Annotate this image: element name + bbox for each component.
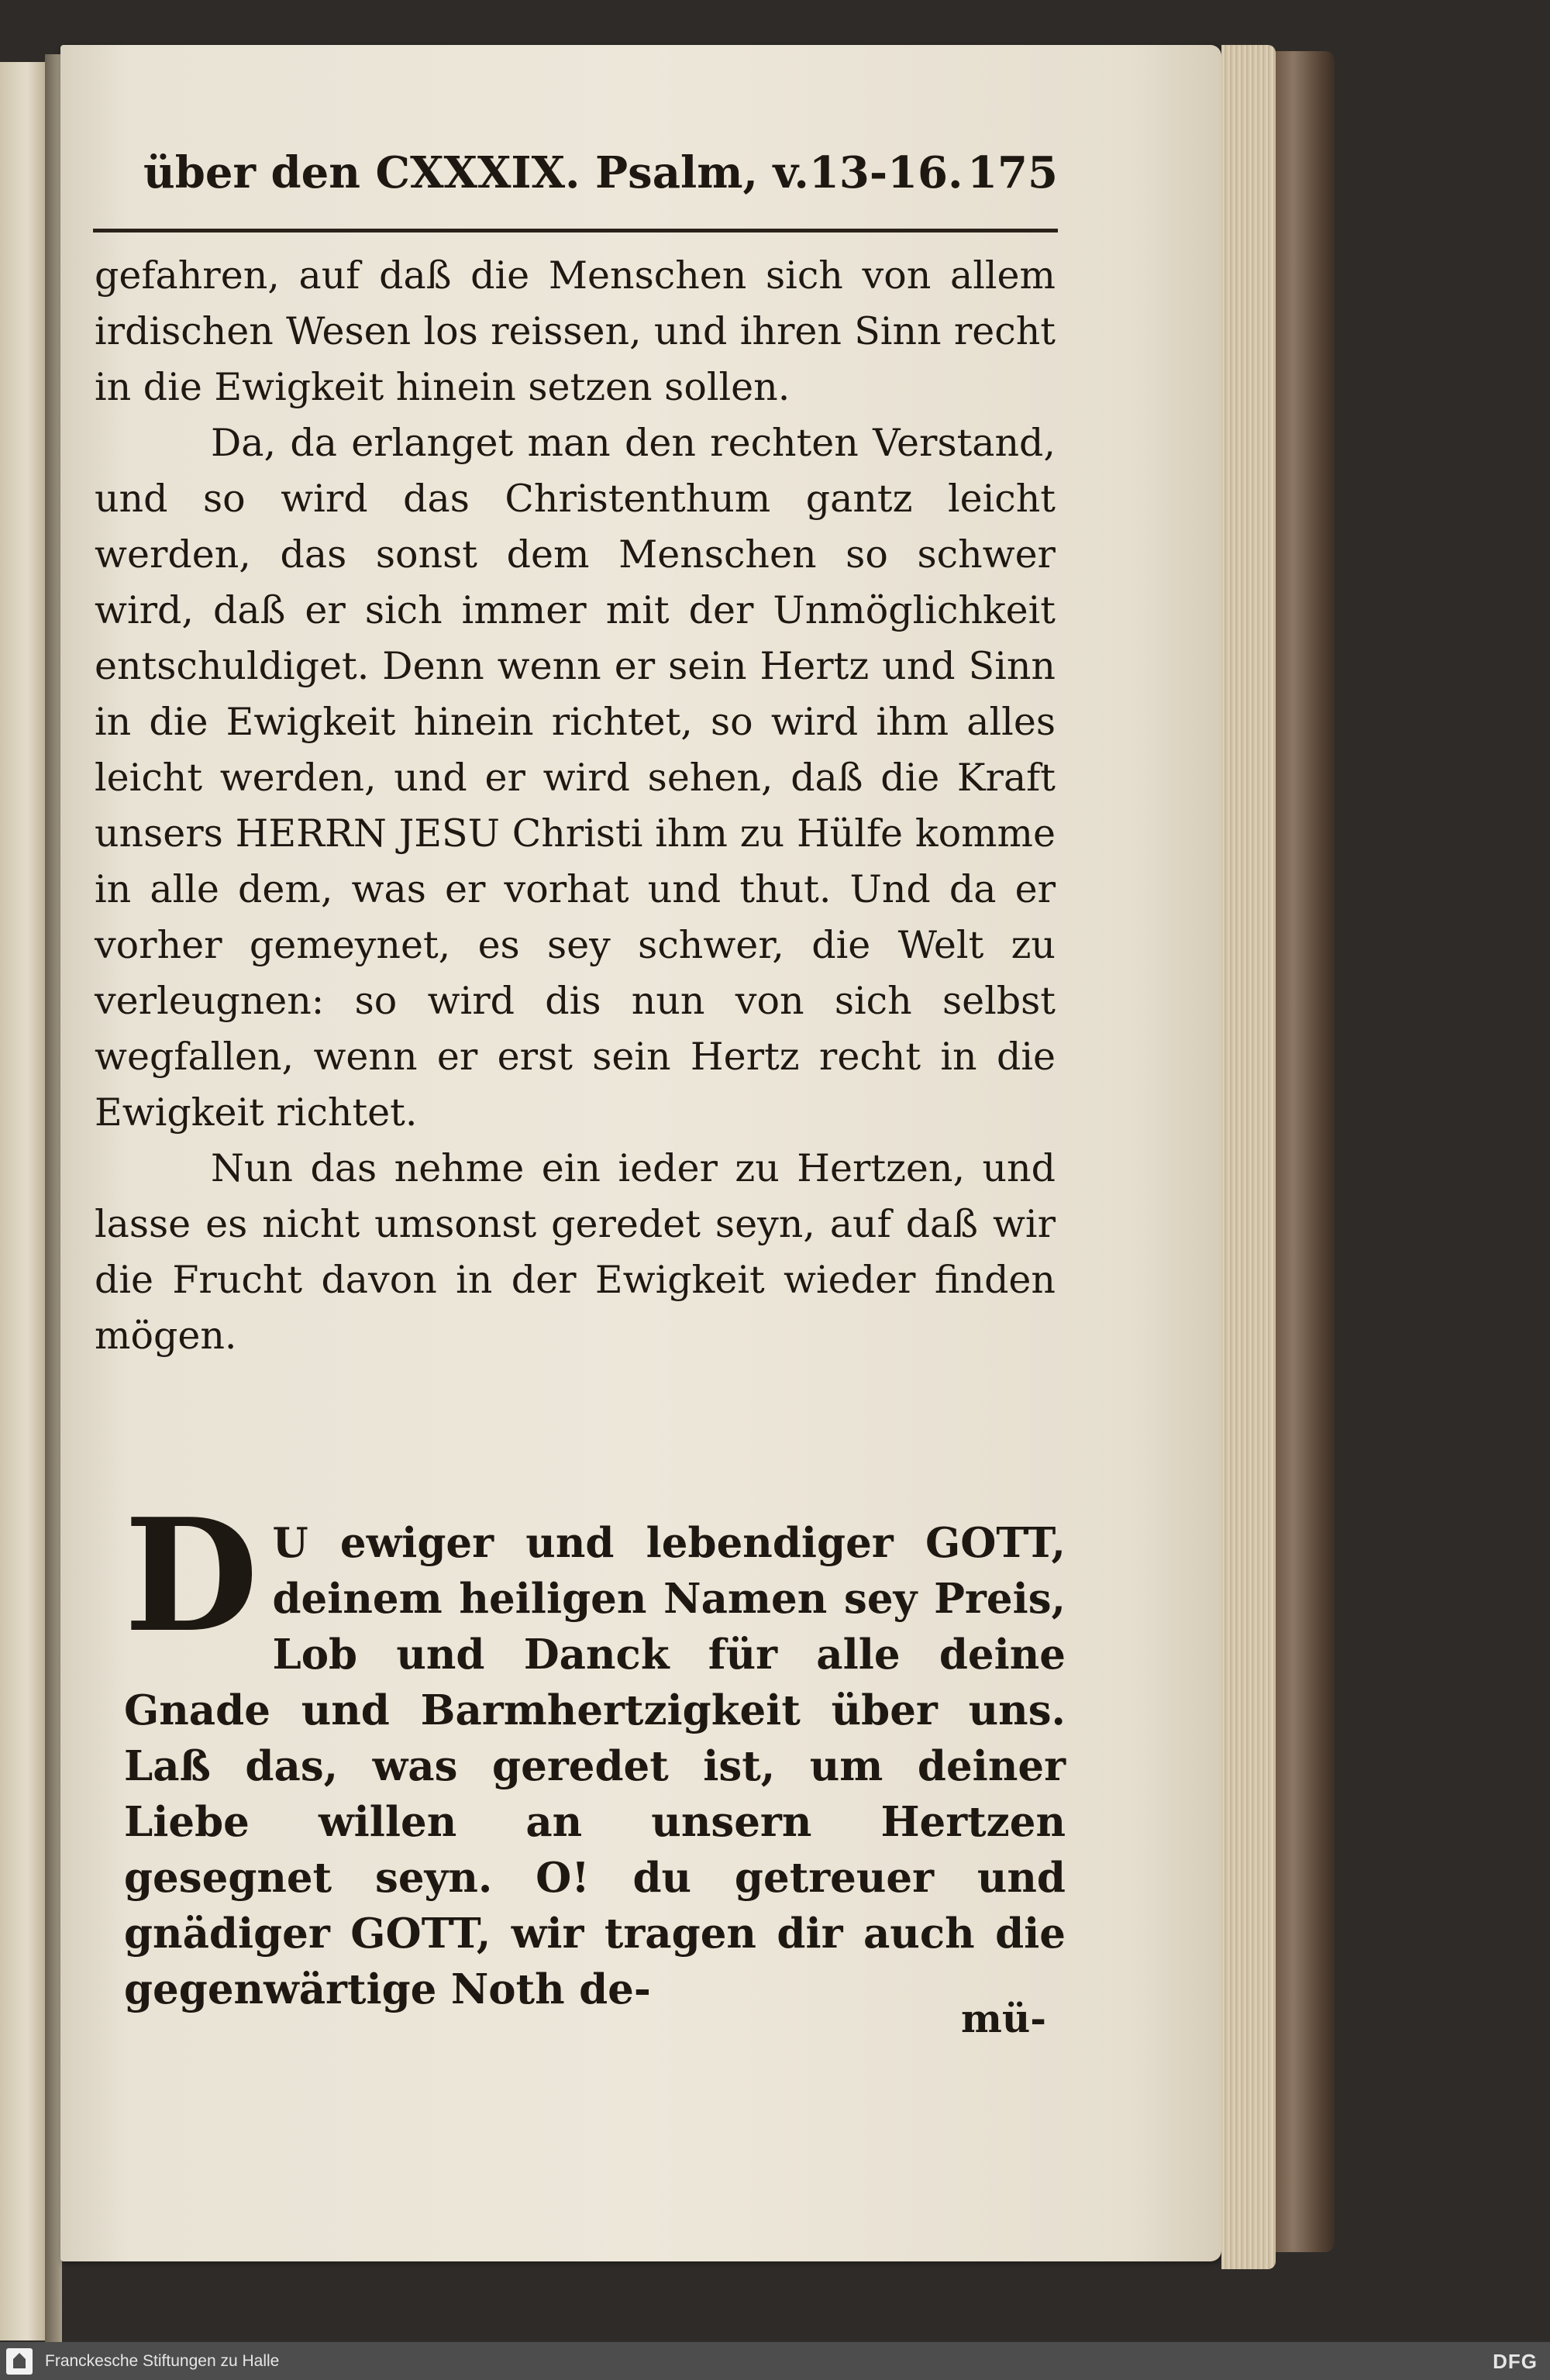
header-rule [93, 229, 1058, 232]
page-number: 175 [967, 147, 1058, 198]
page-edges [1221, 45, 1276, 2269]
institution-logo-icon [6, 2348, 33, 2375]
prayer-block [124, 1485, 1066, 2017]
running-header [143, 147, 1058, 198]
footer-bar [0, 2342, 1550, 2380]
facing-page-edge [0, 62, 45, 2340]
dfg-logo: DFG [1493, 2350, 1538, 2373]
book-gutter [45, 54, 62, 2348]
drop-cap: D [124, 1485, 259, 1667]
paragraph: Nun das nehme ein ieder zu Hertzen, und lasse es nicht umsonst geredet seyn, auf daß wir die Frucht davon in der Ewigkeit wieder finden mögen. [95, 1146, 1056, 1358]
header-title: über den CXXXIX. Psalm, v.13-16. [143, 147, 963, 198]
institution-name: Franckesche Stiftungen zu Halle [45, 2352, 280, 2370]
catchword: mü- [961, 1996, 1047, 2041]
paragraph: gefahren, auf daß die Menschen sich von allem irdischen Wesen los reissen, und ihren Sinn recht in die Ewigkeit hinein setzen sollen. [95, 253, 1056, 409]
body-text [95, 248, 1056, 1364]
book-cover [1276, 51, 1335, 2252]
prayer-text: U ewiger und lebendiger GOTT, deinem heiligen Namen sey Preis, Lob und Danck für alle deine Gnade und Barmhertzigkeit über uns. Laß das, was geredet ist, um deiner Liebe willen an unsern Hertzen gesegnet seyn. O! du getreuer und gnädiger GOTT, wir tragen dir auch die gegenwärtige Noth de- [124, 1519, 1066, 2013]
paragraph: Da, da erlanget man den rechten Verstand, und so wird das Christenthum gantz leicht werden, das sonst dem Menschen so schwer wird, daß er sich immer mit der Unmöglichkeit entschuldiget. Denn wenn er sein Hertz und Sinn in die Ewigkeit hinein richtet, so wird ihm alles leicht werden, und er wird sehen, daß die Kraft unsers HERRN JESU Christi ihm zu Hülfe komme in alle dem, was er vorhat und thut. Und da er vorher gemeynet, es sey schwer, die Welt zu verleugnen: so wird dis nun von sich selbst wegfallen, wenn er erst sein Hertz recht in die Ewigkeit richtet. [95, 421, 1056, 1135]
